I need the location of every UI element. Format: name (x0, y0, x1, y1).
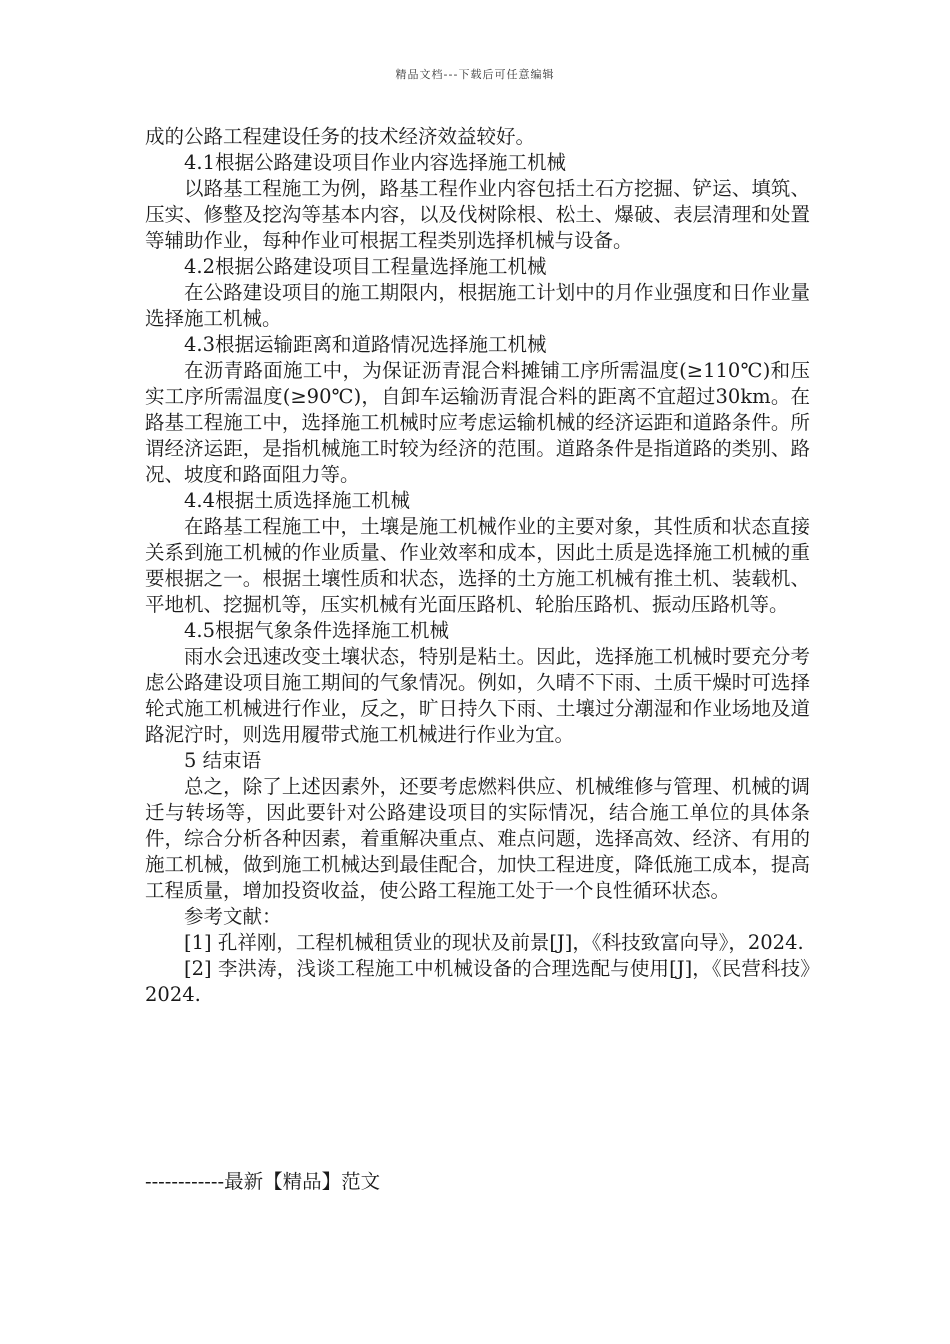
paragraph: 总之，除了上述因素外，还要考虑燃料供应、机械维修与管理、机械的调迁与转场等，因此要针对公路建设项目的实际情况，结合施工单位的具体条件，综合分析各种因素，着重解决重点、难点问题，选择高效、经济、有用的施工机械，做到施工机械达到最佳配合，加快工程进度，降低施工成本，提高工程质量，增加投资收益，使公路工程施工处于一个良性循环状态。 (145, 775, 810, 902)
section-heading: 4.4根据土质选择施工机械 (184, 489, 411, 512)
section-heading: 4.1根据公路建设项目作业内容选择施工机械 (184, 151, 567, 174)
paragraph: 在公路建设项目的施工期限内，根据施工计划中的月作业强度和日作业量选择施工机械。 (145, 281, 810, 330)
reference-item: [1] 孔祥刚，工程机械租赁业的现状及前景[J]，《科技致富向导》，2024. (184, 931, 804, 954)
paragraph: 成的公路工程建设任务的技术经济效益较好。 (145, 125, 536, 148)
paragraph: 以路基工程施工为例，路基工程作业内容包括土石方挖掘、铲运、填筑、压实、修整及挖沟等基本内容，以及伐树除根、松土、爆破、表层清理和处置等辅助作业，每种作业可根据工程类别选择机械与设备。 (145, 177, 810, 252)
references-heading: 参考文献： (184, 905, 282, 928)
paragraph: 在路基工程施工中，土壤是施工机械作业的主要对象，其性质和状态直接关系到施工机械的作业质量、作业效率和成本，因此土质是选择施工机械的重要根据之一。根据土壤性质和状态，选择的土方施工机械有推土机、装载机、平地机、挖掘机等，压实机械有光面压路机、轮胎压路机、振动压路机等。 (145, 515, 810, 616)
page-header: 精品文档---下载后可任意编辑 (395, 68, 555, 81)
section-heading: 4.2根据公路建设项目工程量选择施工机械 (184, 255, 547, 278)
document-body (145, 124, 810, 1008)
paragraph: 雨水会迅速改变土壤状态，特别是粘土。因此，选择施工机械时要充分考虑公路建设项目施工期间的气象情况。例如，久晴不下雨、土质干燥时可选择轮式施工机械进行作业，反之，旷日持久下雨、土壤过分潮湿和作业场地及道路泥泞时，则选用履带式施工机械进行作业为宜。 (145, 645, 810, 746)
section-heading: 4.3根据运输距离和道路情况选择施工机械 (184, 333, 547, 356)
section-heading: 4.5根据气象条件选择施工机械 (184, 619, 450, 642)
section-heading: 5 结束语 (184, 749, 262, 772)
reference-item: [2] 李洪涛，浅谈工程施工中机械设备的合理选配与使用[J]，《民营科技》2024. (145, 957, 810, 1006)
paragraph: 在沥青路面施工中，为保证沥青混合料摊铺工序所需温度(≥110℃)和压实工序所需温度(≥90℃)，自卸车运输沥青混合料的距离不宜超过30km。在路基工程施工中，选择施工机械时应考虑运输机械的经济运距和道路条件。所谓经济运距，是指机械施工时较为经济的范围。道路条件是指道路的类别、路况、坡度和路面阻力等。 (145, 359, 810, 486)
page-footer: ------------最新【精品】范文 (145, 1170, 381, 1193)
